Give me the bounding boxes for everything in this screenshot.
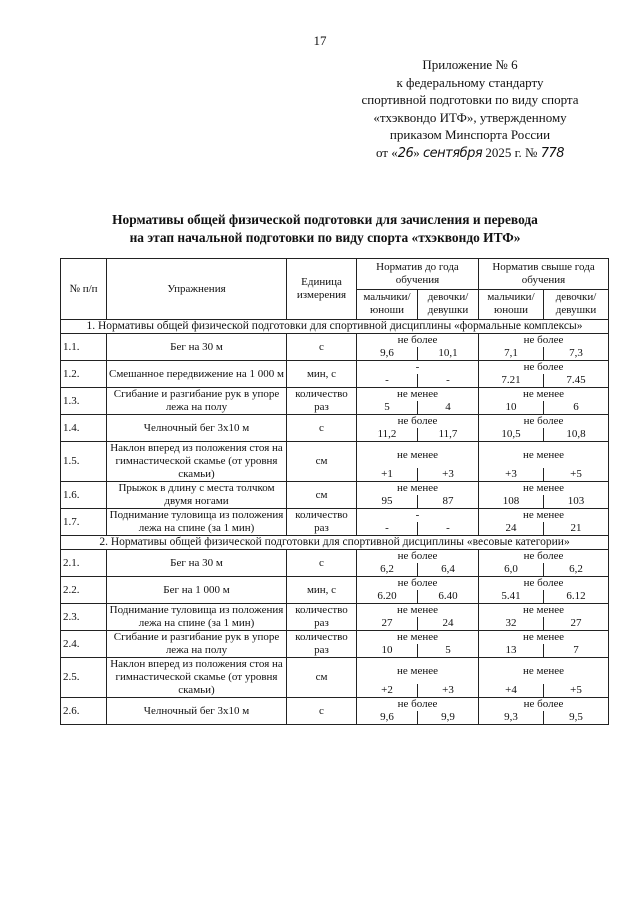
table-row (61, 509, 609, 523)
value-girls-after-year: 103 (544, 495, 609, 509)
norm-label-first-year: не менее (357, 388, 479, 402)
unit: количество раз (287, 509, 357, 536)
value-girls-first-year: 6.40 (418, 590, 479, 604)
value-girls-after-year: 7,3 (544, 347, 609, 361)
exercise-name: Прыжок в длину с места толчком двумя ногами (107, 482, 287, 509)
date-year: 2025 г. № (485, 144, 538, 160)
header-unit: Единица измерения (287, 259, 357, 320)
norm-label-after-year: не более (479, 334, 609, 348)
norm-label-after-year: не более (479, 577, 609, 591)
norm-label-first-year: не менее (357, 658, 479, 685)
norm-label-first-year: не менее (357, 442, 479, 469)
handwritten-day: 26 (397, 145, 414, 161)
unit: мин, с (287, 577, 357, 604)
norms-table (60, 258, 609, 725)
norm-label-first-year: не более (357, 698, 479, 712)
norm-label-first-year: не более (357, 334, 479, 348)
value-girls-after-year: 6 (544, 401, 609, 415)
value-girls-first-year: 6,4 (418, 563, 479, 577)
header-group-first-year: Норматив до года обучения (357, 259, 479, 290)
value-boys-first-year: 6,2 (357, 563, 418, 577)
norm-label-after-year: не менее (479, 658, 609, 685)
appendix-line: «тхэквондо ИТФ», утвержденному (373, 109, 567, 125)
unit: с (287, 698, 357, 725)
row-number: 1.7. (61, 509, 107, 536)
unit: количество раз (287, 388, 357, 415)
exercise-name: Бег на 30 м (107, 334, 287, 361)
date-mid: » (413, 144, 420, 160)
value-boys-after-year: 108 (479, 495, 544, 509)
section-title: 1. Нормативы общей физической подготовки для спортивной дисциплины «формальные комплексы» (61, 320, 609, 334)
row-number: 2.4. (61, 631, 107, 658)
document-title (40, 211, 610, 247)
value-boys-first-year: 95 (357, 495, 418, 509)
value-girls-first-year: 4 (418, 401, 479, 415)
value-boys-after-year: 5.41 (479, 590, 544, 604)
header-girls: девочки/ девушки (418, 289, 479, 320)
exercise-name: Наклон вперед из положения стоя на гимнастической скамье (от уровня скамьи) (107, 442, 287, 482)
value-girls-first-year: 5 (418, 644, 479, 658)
exercise-name: Смешанное передвижение на 1 000 м (107, 361, 287, 388)
row-number: 2.3. (61, 604, 107, 631)
table-row (61, 388, 609, 402)
unit: мин, с (287, 361, 357, 388)
value-boys-after-year: 24 (479, 522, 544, 536)
row-number: 2.2. (61, 577, 107, 604)
table-row (61, 698, 609, 712)
value-girls-after-year: 7.45 (544, 374, 609, 388)
appendix-line: приказом Минспорта России (389, 127, 551, 143)
appendix-line: спортивной подготовки по виду спорта (361, 92, 579, 108)
unit: количество раз (287, 631, 357, 658)
value-boys-after-year: 10 (479, 401, 544, 415)
unit: см (287, 658, 357, 698)
unit: количество раз (287, 604, 357, 631)
appendix-header (330, 56, 610, 163)
exercise-name: Сгибание и разгибание рук в упоре лежа на полу (107, 631, 287, 658)
value-boys-first-year: 11,2 (357, 428, 418, 442)
norm-label-after-year: не более (479, 698, 609, 712)
row-number: 2.6. (61, 698, 107, 725)
norm-label-first-year: не более (357, 550, 479, 564)
title-line: Нормативы общей физической подготовки для зачисления и перевода (112, 212, 538, 227)
table-row (61, 334, 609, 348)
table-row (61, 631, 609, 645)
exercise-name: Наклон вперед из положения стоя на гимнастической скамье (от уровня скамьи) (107, 658, 287, 698)
norm-label-after-year: не менее (479, 388, 609, 402)
value-boys-after-year: 7,1 (479, 347, 544, 361)
table-row (61, 550, 609, 564)
section-header-row (61, 536, 609, 550)
norm-label-after-year: не менее (479, 631, 609, 645)
exercise-name: Сгибание и разгибание рук в упоре лежа на полу (107, 388, 287, 415)
exercise-name: Бег на 1 000 м (107, 577, 287, 604)
value-boys-first-year: +2 (357, 684, 418, 698)
header-num: № п/п (61, 259, 107, 320)
section-header-row (61, 320, 609, 334)
table-row (61, 482, 609, 496)
norm-label-after-year: не более (479, 361, 609, 375)
row-number: 2.5. (61, 658, 107, 698)
value-girls-after-year: 21 (544, 522, 609, 536)
title-line: на этап начальной подготовки по виду спорта «тхэквондо ИТФ» (129, 230, 521, 245)
norm-label-first-year: не более (357, 577, 479, 591)
norm-label-after-year: не менее (479, 604, 609, 618)
row-number: 1.6. (61, 482, 107, 509)
value-boys-first-year: - (357, 522, 418, 536)
unit: см (287, 442, 357, 482)
value-boys-first-year: 9,6 (357, 711, 418, 725)
value-boys-first-year: +1 (357, 468, 418, 482)
unit: см (287, 482, 357, 509)
section-title: 2. Нормативы общей физической подготовки для спортивной дисциплины «весовые категории» (61, 536, 609, 550)
table-row (61, 604, 609, 618)
value-boys-first-year: 27 (357, 617, 418, 631)
appendix-line: к федеральному стандарту (396, 74, 544, 90)
value-boys-after-year: 10,5 (479, 428, 544, 442)
value-boys-first-year: 10 (357, 644, 418, 658)
value-girls-after-year: 9,5 (544, 711, 609, 725)
header-boys: мальчики/ юноши (479, 289, 544, 320)
exercise-name: Бег на 30 м (107, 550, 287, 577)
value-boys-first-year: 9,6 (357, 347, 418, 361)
value-girls-after-year: 6.12 (544, 590, 609, 604)
unit: с (287, 334, 357, 361)
row-number: 2.1. (61, 550, 107, 577)
norm-label-after-year: не более (479, 415, 609, 429)
page-number: 17 (313, 33, 327, 48)
norm-label-first-year: не менее (357, 604, 479, 618)
order-date-line (330, 144, 610, 163)
unit: с (287, 415, 357, 442)
row-number: 1.3. (61, 388, 107, 415)
value-boys-after-year: 32 (479, 617, 544, 631)
header-group-after-year: Норматив свыше года обучения (479, 259, 609, 290)
table-row (61, 442, 609, 469)
value-girls-first-year: +3 (418, 684, 479, 698)
norm-label-after-year: не менее (479, 509, 609, 523)
handwritten-order-number: 778 (540, 145, 565, 161)
norm-label-after-year: не более (479, 550, 609, 564)
value-girls-first-year: 11,7 (418, 428, 479, 442)
date-prefix: от « (375, 144, 398, 160)
row-number: 1.2. (61, 361, 107, 388)
exercise-name: Челночный бег 3х10 м (107, 415, 287, 442)
table-row (61, 361, 609, 375)
value-girls-first-year: 9,9 (418, 711, 479, 725)
value-girls-after-year: 6,2 (544, 563, 609, 577)
row-number: 1.4. (61, 415, 107, 442)
norm-label-first-year: - (357, 361, 479, 375)
row-number: 1.5. (61, 442, 107, 482)
value-boys-after-year: +4 (479, 684, 544, 698)
norm-label-first-year: - (357, 509, 479, 523)
table-header-row (61, 259, 609, 290)
header-exercise: Упражнения (107, 259, 287, 320)
value-girls-after-year: +5 (544, 468, 609, 482)
value-boys-after-year: 7.21 (479, 374, 544, 388)
value-girls-first-year: 24 (418, 617, 479, 631)
value-girls-first-year: - (418, 374, 479, 388)
value-girls-after-year: 27 (544, 617, 609, 631)
appendix-line: Приложение № 6 (422, 57, 518, 72)
value-boys-after-year: 6,0 (479, 563, 544, 577)
value-girls-after-year: 7 (544, 644, 609, 658)
exercise-name: Поднимание туловища из положения лежа на спине (за 1 мин) (107, 509, 287, 536)
value-boys-first-year: 5 (357, 401, 418, 415)
norm-label-first-year: не менее (357, 482, 479, 496)
row-number: 1.1. (61, 334, 107, 361)
handwritten-month: сентября (423, 145, 483, 161)
norm-label-after-year: не менее (479, 442, 609, 469)
exercise-name: Поднимание туловища из положения лежа на спине (за 1 мин) (107, 604, 287, 631)
value-boys-first-year: - (357, 374, 418, 388)
exercise-name: Челночный бег 3х10 м (107, 698, 287, 725)
header-girls: девочки/ девушки (544, 289, 609, 320)
value-girls-after-year: 10,8 (544, 428, 609, 442)
norm-label-after-year: не менее (479, 482, 609, 496)
value-boys-first-year: 6.20 (357, 590, 418, 604)
value-girls-after-year: +5 (544, 684, 609, 698)
value-boys-after-year: +3 (479, 468, 544, 482)
value-boys-after-year: 13 (479, 644, 544, 658)
value-boys-after-year: 9,3 (479, 711, 544, 725)
value-girls-first-year: +3 (418, 468, 479, 482)
table-row (61, 415, 609, 429)
table-row (61, 577, 609, 591)
value-girls-first-year: 10,1 (418, 347, 479, 361)
header-boys: мальчики/ юноши (357, 289, 418, 320)
norm-label-first-year: не более (357, 415, 479, 429)
value-girls-first-year: 87 (418, 495, 479, 509)
value-girls-first-year: - (418, 522, 479, 536)
unit: с (287, 550, 357, 577)
norm-label-first-year: не менее (357, 631, 479, 645)
table-row (61, 658, 609, 685)
